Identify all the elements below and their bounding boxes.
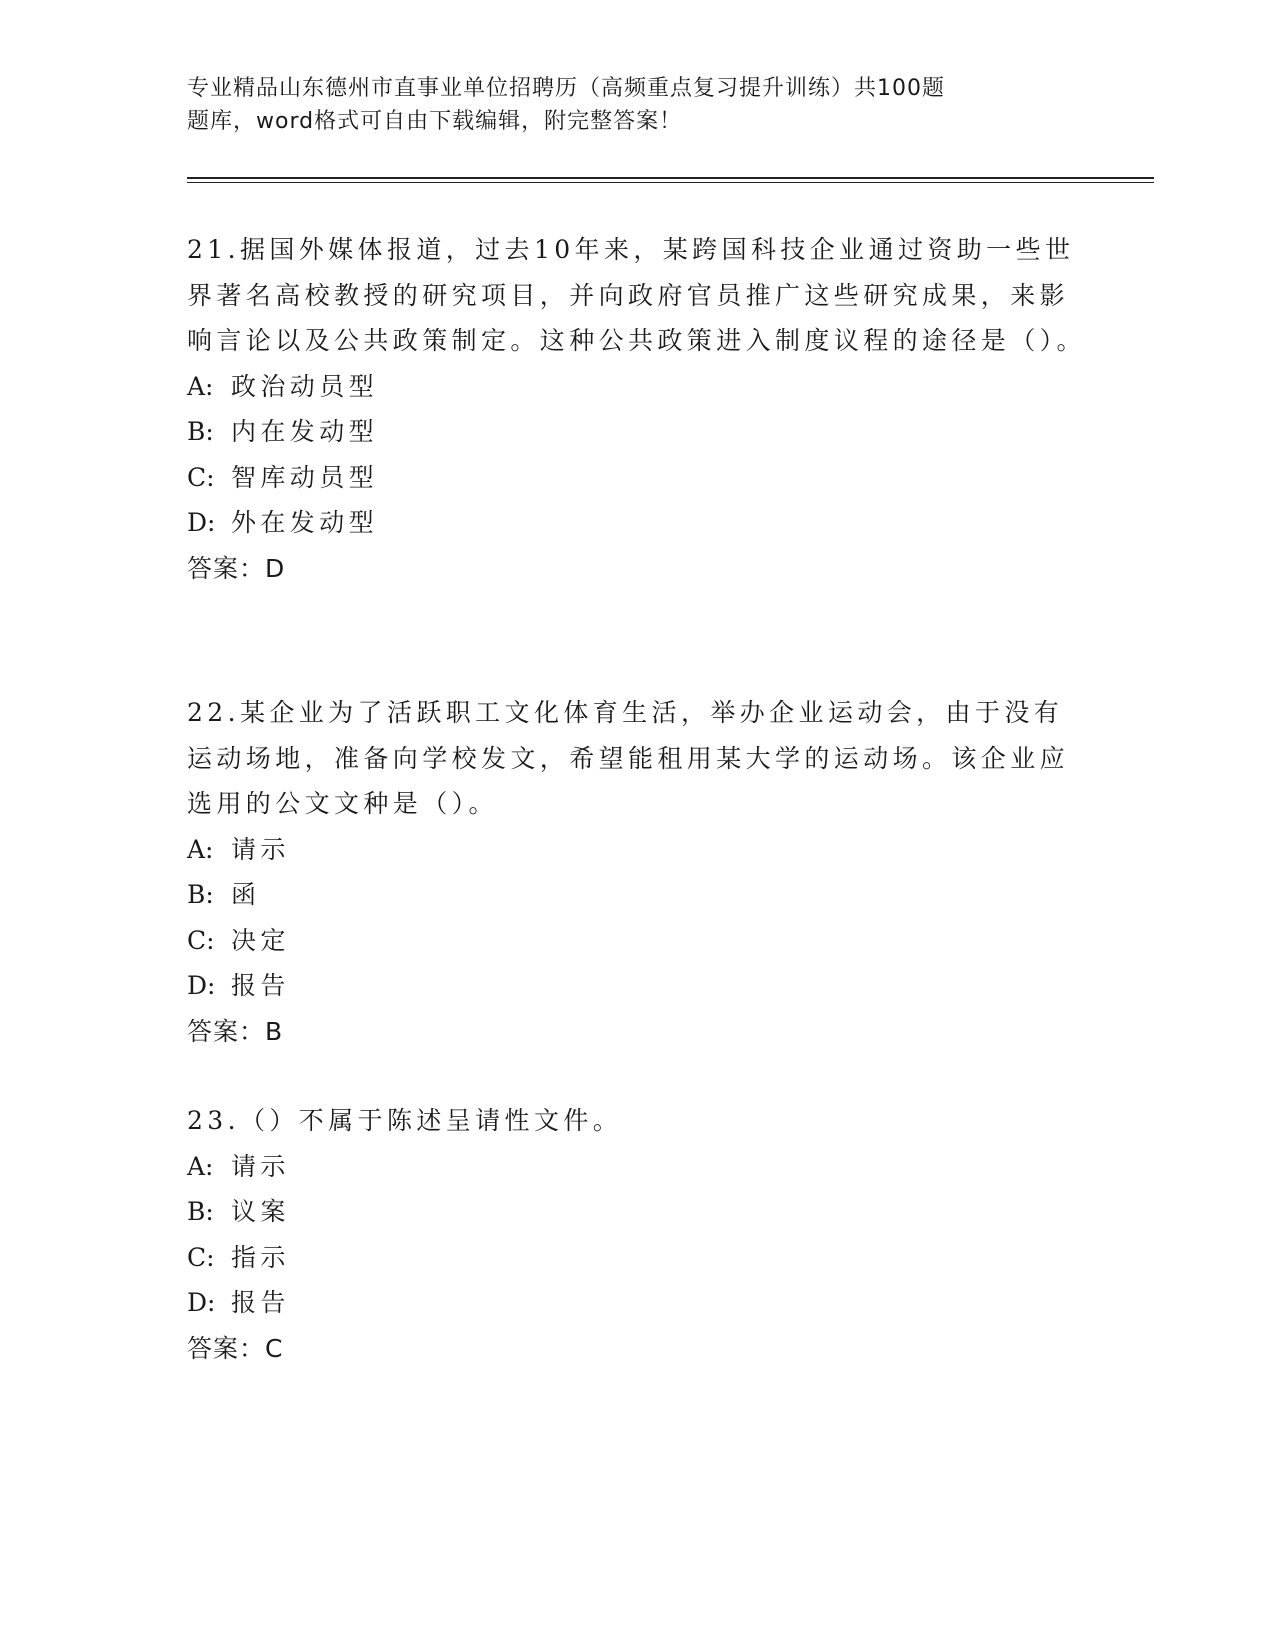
header-divider-thick [187,177,1154,179]
question-stem: 21.据国外媒体报道，过去10年来，某跨国科技企业通过资助一些世界著名高校教授的研究项目，并向政府官员推广这些研究成果，来影响言论以及公共政策制定。这种公共政策进入制度议程的途径是（）。 [187,235,1086,355]
option-letter: D: [187,1288,216,1317]
option-letter: D: [187,971,216,1000]
option-letter: B: [187,417,214,446]
option-text: 报告 [231,1288,290,1317]
answer-line: 答案：D [187,553,286,583]
option-text: 内在发动型 [231,417,379,446]
option-text: 请示 [231,1151,290,1181]
option-text: 决定 [231,925,290,955]
option-letter: B: [187,1197,214,1226]
question-stem: 22.某企业为了活跃职工文化体育生活，举办企业运动会，由于没有运动场地，准备向学校发文，希望能租用某大学的运动场。该企业应选用的公文文种是（）。 [187,698,1070,818]
header-title-line-1: 专业精品山东德州市直事业单位招聘历（高频重点复习提升训练）共100题 [187,76,945,101]
option-letter: D: [187,508,216,537]
option-text: 指示 [231,1242,290,1272]
option-text: 请示 [231,834,290,864]
question-stem: 23.（）不属于陈述呈请性文件。 [187,1106,623,1135]
option-text: 政治动员型 [231,371,379,401]
document-header [187,72,1067,138]
option-d [187,500,1087,546]
question-23 [187,1098,1087,1371]
option-b [187,409,1087,455]
answer-line: 答案：C [187,1333,284,1363]
option-text: 报告 [231,971,290,1000]
option-text: 函 [231,880,261,909]
option-letter: A: [187,1151,214,1181]
option-c [187,455,1087,501]
option-a [187,827,1087,873]
question-21 [187,227,1087,591]
option-c [187,918,1087,964]
header-divider-thin [187,182,1154,183]
option-a [187,1144,1087,1190]
header-title-line-2: 题库，word格式可自由下载编辑，附完整答案！ [187,109,683,134]
option-letter: C: [187,1242,215,1272]
option-c [187,1235,1087,1281]
option-d [187,963,1087,1009]
option-d [187,1280,1087,1326]
option-letter: A: [187,371,214,401]
option-text: 议案 [231,1197,290,1226]
option-text: 智库动员型 [231,462,379,492]
option-letter: C: [187,462,215,492]
option-a [187,364,1087,410]
option-b [187,1189,1087,1235]
question-22 [187,690,1087,1054]
answer-line: 答案：B [187,1016,284,1046]
option-letter: C: [187,925,215,955]
option-b [187,872,1087,918]
option-text: 外在发动型 [231,508,379,537]
option-letter: A: [187,834,214,864]
option-letter: B: [187,880,214,909]
